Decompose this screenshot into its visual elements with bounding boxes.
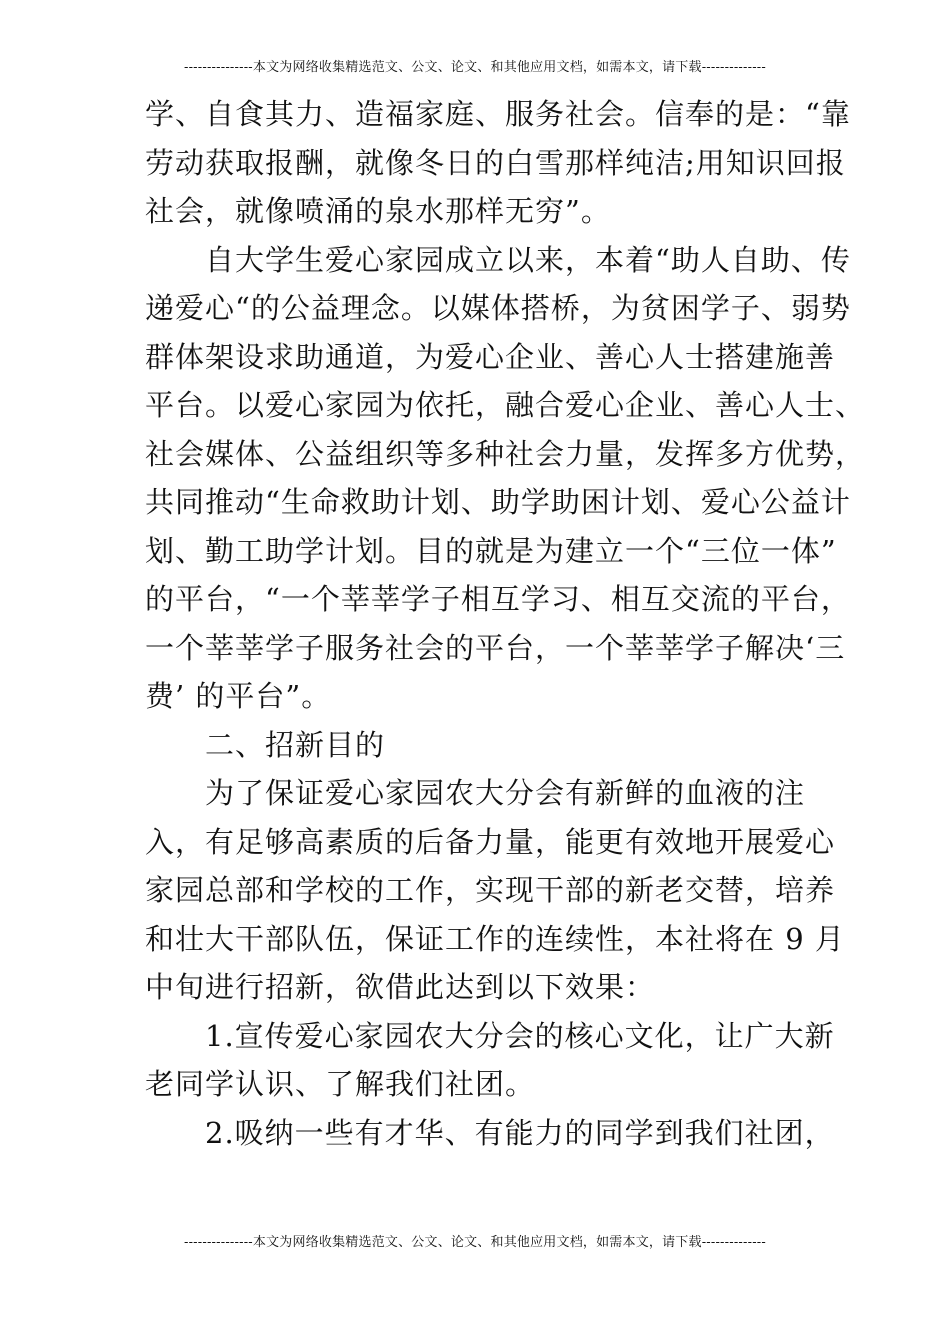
section-heading-2: [145, 721, 810, 770]
paragraph-line: 学、自食其力、造福家庭、服务社会。信奉的是：“靠: [145, 97, 851, 131]
paragraph-2: [145, 236, 866, 721]
paragraph-line: 老同学认识、了解我们社团。: [145, 1067, 536, 1101]
paragraph-1: [145, 90, 851, 236]
paragraph-line: 费’ 的平台”。: [145, 679, 332, 713]
paragraph-line: 递爱心“的公益理念。以媒体搭桥，为贫困学子、弱势: [145, 291, 851, 325]
paragraph-line: 平台。以爱心家园为依托，融合爱心企业、善心人士、: [145, 388, 866, 422]
page-header: ---------------本文为网络收集精选范文、公文、论文、和其他应用文档，如需本文，请下载--------------: [184, 60, 766, 75]
paragraph-line: 划、勤工助学计划。目的就是为建立一个“三位一体”: [145, 533, 837, 568]
paragraph-line: 1.宣传爱心家园农大分会的核心文化，让广大新: [205, 1018, 835, 1053]
paragraph-line: 中旬进行招新，欲借此达到以下效果：: [145, 970, 656, 1004]
paragraph-line: 劳动获取报酬，就像冬日的白雪那样纯洁;用知识回报: [145, 145, 846, 180]
paragraph-line: 社会，就像喷涌的泉水那样无穷”。: [145, 194, 611, 228]
page-footer: ---------------本文为网络收集精选范文、公文、论文、和其他应用文档，如需本文，请下载--------------: [184, 1235, 766, 1250]
paragraph-line: 自大学生爱心家园成立以来，本着“助人自助、传: [205, 242, 851, 277]
paragraph-line: 一个莘莘学子服务社会的平台，一个莘莘学子解决‘三: [145, 630, 846, 665]
paragraph-line: 和壮大干部队伍，保证工作的连续性，本社将在 9 月: [145, 921, 845, 956]
list-item-1: [145, 1012, 835, 1109]
paragraph-line: 共同推动“生命救助计划、助学助困计划、爱心公益计: [145, 485, 851, 519]
paragraph-line: 入，有足够高素质的后备力量，能更有效地开展爱心: [145, 824, 836, 859]
heading-text: 二、招新目的: [205, 727, 386, 762]
paragraph-3: [145, 769, 845, 1012]
paragraph-line: 社会媒体、公益组织等多种社会力量，发挥多方优势，: [145, 436, 866, 471]
paragraph-line: 的平台，“一个莘莘学子相互学习、相互交流的平台，: [145, 582, 851, 616]
document-body: [145, 90, 866, 1157]
paragraph-line: 2.吸纳一些有才华、有能力的同学到我们社团，: [205, 1115, 835, 1150]
paragraph-line: 群体架设求助通道，为爱心企业、善心人士搭建施善: [145, 339, 836, 374]
paragraph-line: 家园总部和学校的工作，实现干部的新老交替，培养: [145, 873, 836, 907]
paragraph-line: 为了保证爱心家园农大分会有新鲜的血液的注: [205, 776, 806, 810]
list-item-2: [145, 1109, 835, 1158]
